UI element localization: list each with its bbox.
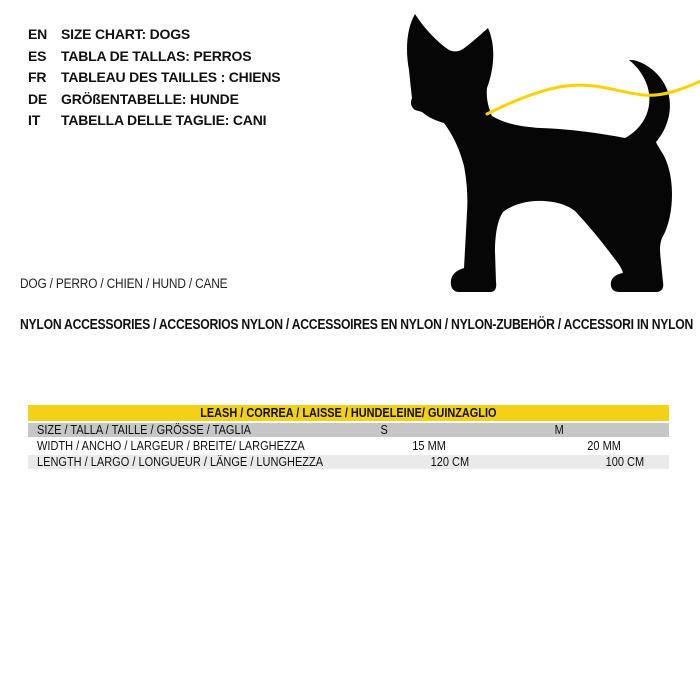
- lang-code: IT: [28, 112, 41, 128]
- lang-code: EN: [28, 26, 48, 42]
- table-header-leash: [28, 405, 669, 421]
- cell-width-m: 20 MM: [586, 439, 621, 453]
- dog-silhouette-icon: [407, 14, 672, 292]
- lang-label: TABLA DE TALLAS: PERROS: [61, 47, 252, 64]
- table-row-size: [28, 423, 669, 437]
- row-label: WIDTH / ANCHO / LARGEUR / BREITE/ LARGHEZZA: [37, 439, 305, 453]
- size-table: [28, 405, 669, 471]
- lang-code: DE: [28, 90, 48, 107]
- lang-label: TABLEAU DES TAILLES : CHIENS: [61, 69, 281, 85]
- cell-length-s: 120 CM: [430, 455, 469, 469]
- dog-caption-text: DOG / PERRO / CHIEN / HUND / CANE: [20, 276, 228, 291]
- category-line: [20, 317, 700, 333]
- row-label: LENGTH / LARGO / LONGUEUR / LÄNGE / LUNGHEZZA: [37, 455, 324, 469]
- category-line-text: NYLON ACCESSORIES / ACCESORIOS NYLON / ACCESSOIRES EN NYLON / NYLON-ZUBEHÖR / ACCESSORI IN NYLON: [20, 317, 694, 333]
- lang-code: FR: [28, 69, 47, 85]
- dog-caption: [20, 276, 256, 291]
- cell-width-s: 15 MM: [411, 439, 446, 453]
- table-row-length: [28, 455, 669, 469]
- lang-code: ES: [28, 47, 47, 64]
- table-header-text: LEASH / CORREA / LAISSE / HUNDELEINE/ GUINZAGLIO: [200, 405, 497, 420]
- table-row-width: [28, 439, 669, 453]
- lang-label: GRÖßENTABELLE: HUNDE: [61, 90, 239, 107]
- cell-size-m: M: [554, 423, 565, 437]
- cell-length-m: 100 CM: [605, 455, 644, 469]
- row-label: SIZE / TALLA / TAILLE / GRÖSSE / TAGLIA: [37, 423, 251, 437]
- lang-label: SIZE CHART: DOGS: [61, 26, 191, 42]
- cell-size-s: S: [380, 423, 389, 437]
- lang-label: TABELLA DELLE TAGLIE: CANI: [61, 112, 267, 128]
